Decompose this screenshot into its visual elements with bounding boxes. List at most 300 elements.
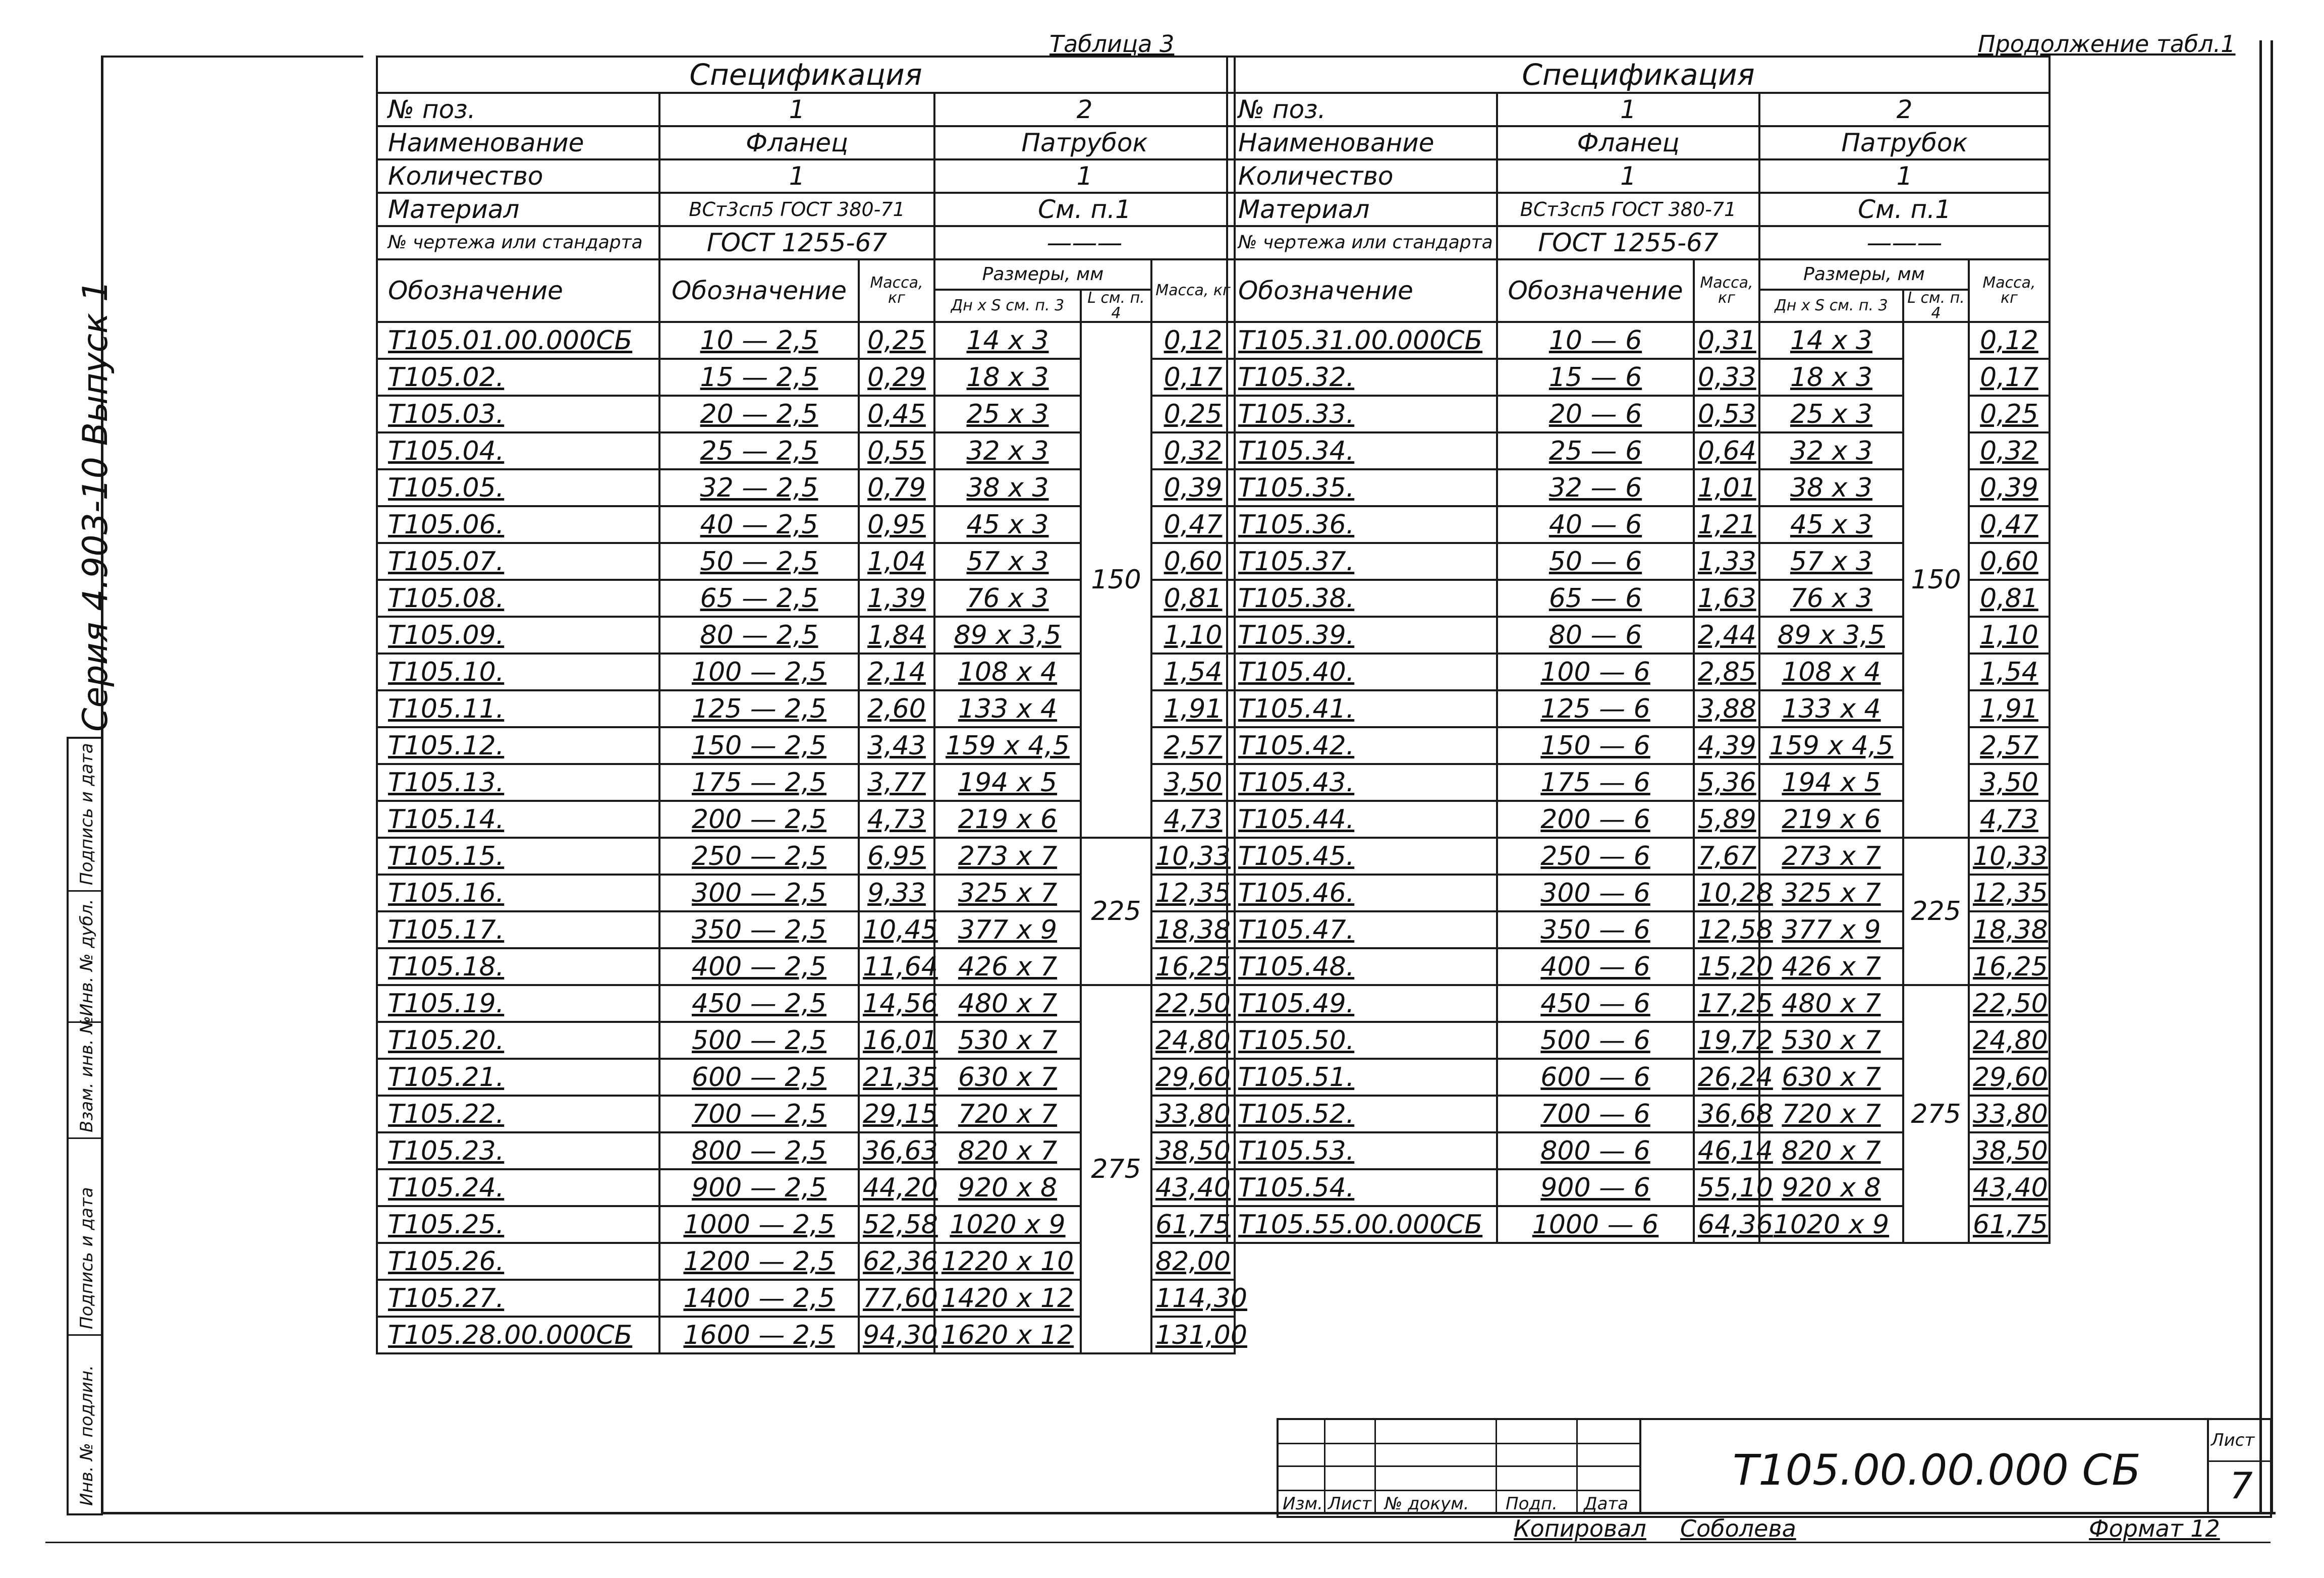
cell-flange-designation: 32 — 2,5: [659, 469, 859, 506]
cell-designation: Т105.16.: [377, 875, 659, 911]
cell-designation: Т105.32.: [1227, 359, 1497, 396]
cell-flange-mass: 2,60: [859, 690, 934, 727]
cell-flange-designation: 50 — 2,5: [659, 543, 859, 580]
pos-2: 2: [1759, 93, 2050, 126]
cell-flange-mass: 1,33: [1694, 543, 1759, 580]
cell-pipe-size: 530 х 7: [934, 1022, 1081, 1059]
name-label: Наименование: [1227, 126, 1497, 159]
cell-designation: Т105.53.: [1227, 1132, 1497, 1169]
cell-flange-designation: 20 — 2,5: [659, 396, 859, 432]
table-row: [377, 322, 1235, 359]
cell-flange-mass: 1,84: [859, 617, 934, 654]
cell-pipe-mass: 1,10: [1969, 617, 2050, 654]
cell-designation: Т105.02.: [377, 359, 659, 396]
cell-pipe-size: 325 х 7: [934, 875, 1081, 911]
cell-flange-designation: 65 — 6: [1497, 580, 1694, 617]
cell-pipe-size: 219 х 6: [1759, 801, 1903, 838]
side-stamp-cell-5: Подпись и дата: [77, 743, 97, 885]
cell-flange-designation: 400 — 6: [1497, 948, 1694, 985]
cell-pipe-mass: 0,39: [1969, 469, 2050, 506]
cell-flange-designation: 1000 — 6: [1497, 1206, 1694, 1243]
table-row: [1227, 322, 2050, 359]
cell-designation: Т105.34.: [1227, 432, 1497, 469]
pos-label: № поз.: [1227, 93, 1497, 126]
cell-designation: Т105.25.: [377, 1206, 659, 1243]
cell-flange-designation: 175 — 2,5: [659, 764, 859, 801]
cell-pipe-size: 920 х 8: [934, 1169, 1081, 1206]
cell-pipe-size: 1020 х 9: [1759, 1206, 1903, 1243]
cell-pipe-mass: 61,75: [1151, 1206, 1235, 1243]
cell-pipe-size: 530 х 7: [1759, 1022, 1903, 1059]
table-row: [377, 838, 1235, 875]
cell-designation: Т105.12.: [377, 727, 659, 764]
table-row: [1227, 838, 2050, 875]
cell-pipe-mass: 1,91: [1151, 690, 1235, 727]
cell-pipe-size: 325 х 7: [1759, 875, 1903, 911]
cell-flange-designation: 25 — 2,5: [659, 432, 859, 469]
cell-flange-designation: 15 — 6: [1497, 359, 1694, 396]
cell-flange-mass: 36,68: [1694, 1096, 1759, 1132]
cell-pipe-size: 159 х 4,5: [1759, 727, 1903, 764]
cell-pipe-mass: 1,54: [1969, 654, 2050, 690]
tb-col-list: Лист: [1328, 1494, 1372, 1514]
cell-designation: Т105.49.: [1227, 985, 1497, 1022]
drawing-label: № чертежа или стандарта: [377, 226, 659, 259]
cell-pipe-mass: 0,81: [1151, 580, 1235, 617]
header-left-fragment: Таблица 3: [1049, 30, 1175, 58]
spec-table-right: [1226, 56, 2051, 1244]
cell-flange-mass: 0,31: [1694, 322, 1759, 359]
cell-flange-mass: 64,36: [1694, 1206, 1759, 1243]
cell-pipe-size: 377 х 9: [934, 911, 1081, 948]
cell-pipe-size: 89 х 3,5: [934, 617, 1081, 654]
cell-pipe-size: 38 х 3: [934, 469, 1081, 506]
cell-pipe-mass: 38,50: [1151, 1132, 1235, 1169]
cell-flange-designation: 300 — 2,5: [659, 875, 859, 911]
name-2: Патрубок: [934, 126, 1235, 159]
cell-flange-designation: 125 — 2,5: [659, 690, 859, 727]
cell-pipe-mass: 29,60: [1969, 1059, 2050, 1096]
cell-pipe-mass: 38,50: [1969, 1132, 2050, 1169]
cell-pipe-mass: 2,57: [1151, 727, 1235, 764]
cell-designation: Т105.31.00.000СБ: [1227, 322, 1497, 359]
cell-pipe-size: 194 х 5: [934, 764, 1081, 801]
col-mass-1: Масса, кг: [1694, 259, 1759, 322]
cell-flange-mass: 15,20: [1694, 948, 1759, 985]
cell-pipe-mass: 0,32: [1969, 432, 2050, 469]
cell-flange-mass: 10,28: [1694, 875, 1759, 911]
cell-designation: Т105.26.: [377, 1243, 659, 1280]
cell-flange-designation: 200 — 6: [1497, 801, 1694, 838]
name-1: Фланец: [659, 126, 934, 159]
drawing-2: ———: [1759, 226, 2050, 259]
cell-pipe-mass: 18,38: [1151, 911, 1235, 948]
col-sizes-sub: Дн х S см. п. 3: [1759, 290, 1903, 322]
material-2: См. п.1: [934, 193, 1235, 226]
material-label: Материал: [377, 193, 659, 226]
qty-2: 1: [934, 159, 1235, 193]
sheet-label: Лист: [2211, 1430, 2255, 1450]
side-stamp-cell-4: Инв. № дубл.: [77, 899, 97, 1016]
title-block: [1277, 1418, 2272, 1518]
cell-pipe-size: 720 х 7: [934, 1096, 1081, 1132]
cell-flange-designation: 250 — 2,5: [659, 838, 859, 875]
cell-designation: Т105.03.: [377, 396, 659, 432]
cell-flange-mass: 0,45: [859, 396, 934, 432]
cell-pipe-size: 76 х 3: [934, 580, 1081, 617]
page-bottom-line: [45, 1542, 2271, 1543]
cell-pipe-mass: 82,00: [1151, 1243, 1235, 1280]
cell-flange-designation: 175 — 6: [1497, 764, 1694, 801]
cell-designation: Т105.44.: [1227, 801, 1497, 838]
col-designation: Обозначение: [1227, 259, 1497, 322]
cell-flange-designation: 80 — 6: [1497, 617, 1694, 654]
cell-pipe-mass: 24,80: [1969, 1022, 2050, 1059]
cell-flange-mass: 2,44: [1694, 617, 1759, 654]
cell-flange-designation: 700 — 2,5: [659, 1096, 859, 1132]
tb-col-izm: Изм.: [1283, 1494, 1323, 1514]
col-designation-1: Обозначение: [659, 259, 859, 322]
cell-pipe-length: 225: [1903, 838, 1969, 985]
cell-pipe-mass: 33,80: [1969, 1096, 2050, 1132]
cell-flange-mass: 17,25: [1694, 985, 1759, 1022]
cell-pipe-size: 720 х 7: [1759, 1096, 1903, 1132]
copied-label: Копировал: [1514, 1515, 1646, 1542]
pos-1: 1: [659, 93, 934, 126]
cell-pipe-size: 108 х 4: [934, 654, 1081, 690]
cell-pipe-size: 14 х 3: [1759, 322, 1903, 359]
col-mass-1: Масса, кг: [859, 259, 934, 322]
cell-pipe-size: 820 х 7: [1759, 1132, 1903, 1169]
cell-pipe-size: 57 х 3: [934, 543, 1081, 580]
cell-pipe-size: 133 х 4: [1759, 690, 1903, 727]
cell-flange-designation: 10 — 6: [1497, 322, 1694, 359]
table-row: [377, 985, 1235, 1022]
cell-pipe-mass: 10,33: [1969, 838, 2050, 875]
qty-1: 1: [1497, 159, 1759, 193]
cell-designation: Т105.40.: [1227, 654, 1497, 690]
cell-pipe-mass: 18,38: [1969, 911, 2050, 948]
cell-pipe-mass: 0,17: [1151, 359, 1235, 396]
col-mass-2: Масса, кг: [1969, 259, 2050, 322]
frame-right-line-outer: [2271, 40, 2273, 1514]
cell-pipe-size: 57 х 3: [1759, 543, 1903, 580]
cell-pipe-mass: 0,17: [1969, 359, 2050, 396]
spec-left-title: Спецификация: [377, 57, 1235, 93]
cell-designation: Т105.17.: [377, 911, 659, 948]
spec-right-title: Спецификация: [1227, 57, 2050, 93]
cell-flange-designation: 400 — 2,5: [659, 948, 859, 985]
cell-pipe-mass: 16,25: [1151, 948, 1235, 985]
cell-pipe-mass: 12,35: [1151, 875, 1235, 911]
cell-flange-mass: 0,64: [1694, 432, 1759, 469]
cell-flange-mass: 0,33: [1694, 359, 1759, 396]
cell-flange-designation: 32 — 6: [1497, 469, 1694, 506]
cell-flange-designation: 10 — 2,5: [659, 322, 859, 359]
cell-flange-mass: 1,21: [1694, 506, 1759, 543]
cell-flange-designation: 900 — 6: [1497, 1169, 1694, 1206]
cell-pipe-mass: 0,47: [1969, 506, 2050, 543]
cell-flange-designation: 80 — 2,5: [659, 617, 859, 654]
col-sizes-sub: Дн х S см. п. 3: [934, 290, 1081, 322]
cell-pipe-mass: 0,60: [1969, 543, 2050, 580]
cell-designation: Т105.51.: [1227, 1059, 1497, 1096]
cell-designation: Т105.08.: [377, 580, 659, 617]
cell-designation: Т105.50.: [1227, 1022, 1497, 1059]
cell-designation: Т105.54.: [1227, 1169, 1497, 1206]
cell-flange-mass: 1,39: [859, 580, 934, 617]
cell-designation: Т105.11.: [377, 690, 659, 727]
cell-flange-mass: 44,20: [859, 1169, 934, 1206]
cell-pipe-size: 630 х 7: [934, 1059, 1081, 1096]
cell-pipe-size: 32 х 3: [1759, 432, 1903, 469]
cell-pipe-size: 133 х 4: [934, 690, 1081, 727]
cell-flange-mass: 4,39: [1694, 727, 1759, 764]
cell-flange-designation: 300 — 6: [1497, 875, 1694, 911]
cell-flange-mass: 1,63: [1694, 580, 1759, 617]
cell-pipe-length: 150: [1903, 322, 1969, 838]
cell-pipe-mass: 0,60: [1151, 543, 1235, 580]
cell-flange-mass: 10,45: [859, 911, 934, 948]
material-2: См. п.1: [1759, 193, 2050, 226]
cell-pipe-size: 18 х 3: [1759, 359, 1903, 396]
header-right-caption: Продолжение табл.1: [1978, 30, 2236, 58]
cell-pipe-size: 32 х 3: [934, 432, 1081, 469]
cell-flange-mass: 0,29: [859, 359, 934, 396]
cell-pipe-mass: 4,73: [1151, 801, 1235, 838]
cell-pipe-mass: 43,40: [1969, 1169, 2050, 1206]
cell-designation: Т105.18.: [377, 948, 659, 985]
cell-pipe-size: 14 х 3: [934, 322, 1081, 359]
cell-pipe-size: 1620 х 12: [934, 1317, 1081, 1353]
cell-pipe-mass: 4,73: [1969, 801, 2050, 838]
cell-flange-mass: 6,95: [859, 838, 934, 875]
cell-flange-mass: 29,15: [859, 1096, 934, 1132]
cell-flange-designation: 700 — 6: [1497, 1096, 1694, 1132]
cell-pipe-length: 225: [1081, 838, 1151, 985]
cell-flange-designation: 100 — 2,5: [659, 654, 859, 690]
cell-flange-designation: 500 — 2,5: [659, 1022, 859, 1059]
qty-1: 1: [659, 159, 934, 193]
cell-flange-mass: 5,89: [1694, 801, 1759, 838]
cell-pipe-mass: 0,81: [1969, 580, 2050, 617]
cell-flange-designation: 450 — 2,5: [659, 985, 859, 1022]
cell-flange-designation: 20 — 6: [1497, 396, 1694, 432]
cell-pipe-mass: 131,00: [1151, 1317, 1235, 1353]
cell-designation: Т105.27.: [377, 1280, 659, 1317]
cell-designation: Т105.38.: [1227, 580, 1497, 617]
cell-flange-designation: 500 — 6: [1497, 1022, 1694, 1059]
cell-designation: Т105.13.: [377, 764, 659, 801]
pos-label: № поз.: [377, 93, 659, 126]
cell-flange-designation: 125 — 6: [1497, 690, 1694, 727]
cell-designation: Т105.14.: [377, 801, 659, 838]
cell-pipe-size: 1020 х 9: [934, 1206, 1081, 1243]
cell-flange-designation: 350 — 6: [1497, 911, 1694, 948]
cell-flange-mass: 0,53: [1694, 396, 1759, 432]
cell-pipe-mass: 61,75: [1969, 1206, 2050, 1243]
cell-designation: Т105.35.: [1227, 469, 1497, 506]
cell-designation: Т105.23.: [377, 1132, 659, 1169]
cell-flange-designation: 150 — 2,5: [659, 727, 859, 764]
cell-pipe-mass: 22,50: [1151, 985, 1235, 1022]
col-mass-2: Масса, кг: [1151, 259, 1235, 322]
cell-pipe-size: 45 х 3: [934, 506, 1081, 543]
cell-flange-designation: 350 — 2,5: [659, 911, 859, 948]
col-sizes: Размеры, мм: [934, 259, 1151, 290]
cell-designation: Т105.39.: [1227, 617, 1497, 654]
cell-pipe-size: 25 х 3: [1759, 396, 1903, 432]
cell-pipe-mass: 43,40: [1151, 1169, 1235, 1206]
material-1: ВСт3сп5 ГОСТ 380-71: [1497, 193, 1759, 226]
cell-flange-mass: 4,73: [859, 801, 934, 838]
cell-flange-mass: 3,77: [859, 764, 934, 801]
cell-designation: Т105.28.00.000СБ: [377, 1317, 659, 1353]
cell-flange-designation: 900 — 2,5: [659, 1169, 859, 1206]
cell-flange-designation: 40 — 2,5: [659, 506, 859, 543]
cell-designation: Т105.06.: [377, 506, 659, 543]
cell-pipe-size: 18 х 3: [934, 359, 1081, 396]
cell-flange-mass: 12,58: [1694, 911, 1759, 948]
cell-designation: Т105.19.: [377, 985, 659, 1022]
cell-flange-mass: 62,36: [859, 1243, 934, 1280]
sheet-number: 7: [2230, 1464, 2253, 1507]
cell-pipe-mass: 0,12: [1151, 322, 1235, 359]
cell-designation: Т105.47.: [1227, 911, 1497, 948]
cell-flange-mass: 94,30: [859, 1317, 934, 1353]
cell-pipe-size: 426 х 7: [1759, 948, 1903, 985]
pos-2: 2: [934, 93, 1235, 126]
cell-flange-designation: 450 — 6: [1497, 985, 1694, 1022]
qty-label: Количество: [377, 159, 659, 193]
cell-flange-mass: 36,63: [859, 1132, 934, 1169]
cell-designation: Т105.20.: [377, 1022, 659, 1059]
table-row: [1227, 985, 2050, 1022]
cell-flange-mass: 3,88: [1694, 690, 1759, 727]
col-length: L см. п. 4: [1903, 290, 1969, 322]
cell-flange-designation: 600 — 2,5: [659, 1059, 859, 1096]
cell-flange-designation: 800 — 2,5: [659, 1132, 859, 1169]
cell-flange-mass: 0,25: [859, 322, 934, 359]
cell-pipe-size: 480 х 7: [934, 985, 1081, 1022]
cell-flange-mass: 11,64: [859, 948, 934, 985]
cell-designation: Т105.05.: [377, 469, 659, 506]
cell-flange-mass: 2,85: [1694, 654, 1759, 690]
col-length: L см. п. 4: [1081, 290, 1151, 322]
cell-designation: Т105.15.: [377, 838, 659, 875]
cell-pipe-mass: 0,39: [1151, 469, 1235, 506]
cell-designation: Т105.36.: [1227, 506, 1497, 543]
cell-designation: Т105.24.: [377, 1169, 659, 1206]
cell-flange-designation: 1600 — 2,5: [659, 1317, 859, 1353]
cell-pipe-size: 1420 х 12: [934, 1280, 1081, 1317]
cell-pipe-mass: 29,60: [1151, 1059, 1235, 1096]
cell-pipe-size: 159 х 4,5: [934, 727, 1081, 764]
cell-pipe-size: 219 х 6: [934, 801, 1081, 838]
cell-flange-mass: 3,43: [859, 727, 934, 764]
cell-flange-designation: 100 — 6: [1497, 654, 1694, 690]
cell-designation: Т105.10.: [377, 654, 659, 690]
cell-flange-designation: 50 — 6: [1497, 543, 1694, 580]
frame-top-line: [101, 56, 363, 58]
cell-pipe-size: 194 х 5: [1759, 764, 1903, 801]
drawing-2: ———: [934, 226, 1235, 259]
cell-pipe-mass: 0,12: [1969, 322, 2050, 359]
cell-pipe-size: 630 х 7: [1759, 1059, 1903, 1096]
cell-pipe-mass: 24,80: [1151, 1022, 1235, 1059]
cell-flange-designation: 15 — 2,5: [659, 359, 859, 396]
cell-flange-designation: 40 — 6: [1497, 506, 1694, 543]
cell-pipe-length: 275: [1081, 985, 1151, 1353]
document-code: Т105.00.00.000 СБ: [1733, 1445, 2141, 1495]
cell-flange-mass: 16,01: [859, 1022, 934, 1059]
cell-designation: Т105.46.: [1227, 875, 1497, 911]
cell-pipe-mass: 22,50: [1969, 985, 2050, 1022]
side-stamp-cell-1: Инв. № подлин.: [77, 1365, 97, 1506]
cell-pipe-size: 89 х 3,5: [1759, 617, 1903, 654]
pos-1: 1: [1497, 93, 1759, 126]
cell-designation: Т105.04.: [377, 432, 659, 469]
cell-pipe-size: 38 х 3: [1759, 469, 1903, 506]
qty-2: 1: [1759, 159, 2050, 193]
cell-flange-designation: 1200 — 2,5: [659, 1243, 859, 1280]
cell-pipe-mass: 12,35: [1969, 875, 2050, 911]
cell-flange-designation: 1000 — 2,5: [659, 1206, 859, 1243]
cell-designation: Т105.22.: [377, 1096, 659, 1132]
col-designation: Обозначение: [377, 259, 659, 322]
cell-flange-mass: 2,14: [859, 654, 934, 690]
tb-col-doc: № докум.: [1385, 1494, 1469, 1514]
qty-label: Количество: [1227, 159, 1497, 193]
cell-pipe-mass: 3,50: [1969, 764, 2050, 801]
drawing-1: ГОСТ 1255-67: [1497, 226, 1759, 259]
cell-flange-mass: 5,36: [1694, 764, 1759, 801]
name-2: Патрубок: [1759, 126, 2050, 159]
cell-designation: Т105.52.: [1227, 1096, 1497, 1132]
cell-designation: Т105.07.: [377, 543, 659, 580]
tb-col-sign: Подп.: [1506, 1494, 1558, 1514]
cell-flange-mass: 21,35: [859, 1059, 934, 1096]
cell-designation: Т105.43.: [1227, 764, 1497, 801]
cell-pipe-size: 820 х 7: [934, 1132, 1081, 1169]
cell-flange-designation: 150 — 6: [1497, 727, 1694, 764]
cell-designation: Т105.33.: [1227, 396, 1497, 432]
cell-designation: Т105.37.: [1227, 543, 1497, 580]
cell-pipe-size: 426 х 7: [934, 948, 1081, 985]
cell-pipe-mass: 1,10: [1151, 617, 1235, 654]
cell-pipe-mass: 0,32: [1151, 432, 1235, 469]
cell-designation: Т105.41.: [1227, 690, 1497, 727]
cell-flange-mass: 77,60: [859, 1280, 934, 1317]
cell-pipe-mass: 0,25: [1969, 396, 2050, 432]
cell-designation: Т105.21.: [377, 1059, 659, 1096]
series-label: Серия 4.903-10 Выпуск 1: [76, 280, 116, 732]
drawing-1: ГОСТ 1255-67: [659, 226, 934, 259]
cell-pipe-size: 25 х 3: [934, 396, 1081, 432]
cell-flange-mass: 55,10: [1694, 1169, 1759, 1206]
col-sizes: Размеры, мм: [1759, 259, 1969, 290]
cell-pipe-mass: 16,25: [1969, 948, 2050, 985]
cell-pipe-size: 108 х 4: [1759, 654, 1903, 690]
cell-flange-designation: 250 — 6: [1497, 838, 1694, 875]
cell-pipe-mass: 0,47: [1151, 506, 1235, 543]
cell-pipe-length: 150: [1081, 322, 1151, 838]
cell-flange-mass: 0,55: [859, 432, 934, 469]
cell-flange-mass: 9,33: [859, 875, 934, 911]
material-1: ВСт3сп5 ГОСТ 380-71: [659, 193, 934, 226]
side-stamp: [67, 737, 103, 1515]
cell-flange-designation: 25 — 6: [1497, 432, 1694, 469]
